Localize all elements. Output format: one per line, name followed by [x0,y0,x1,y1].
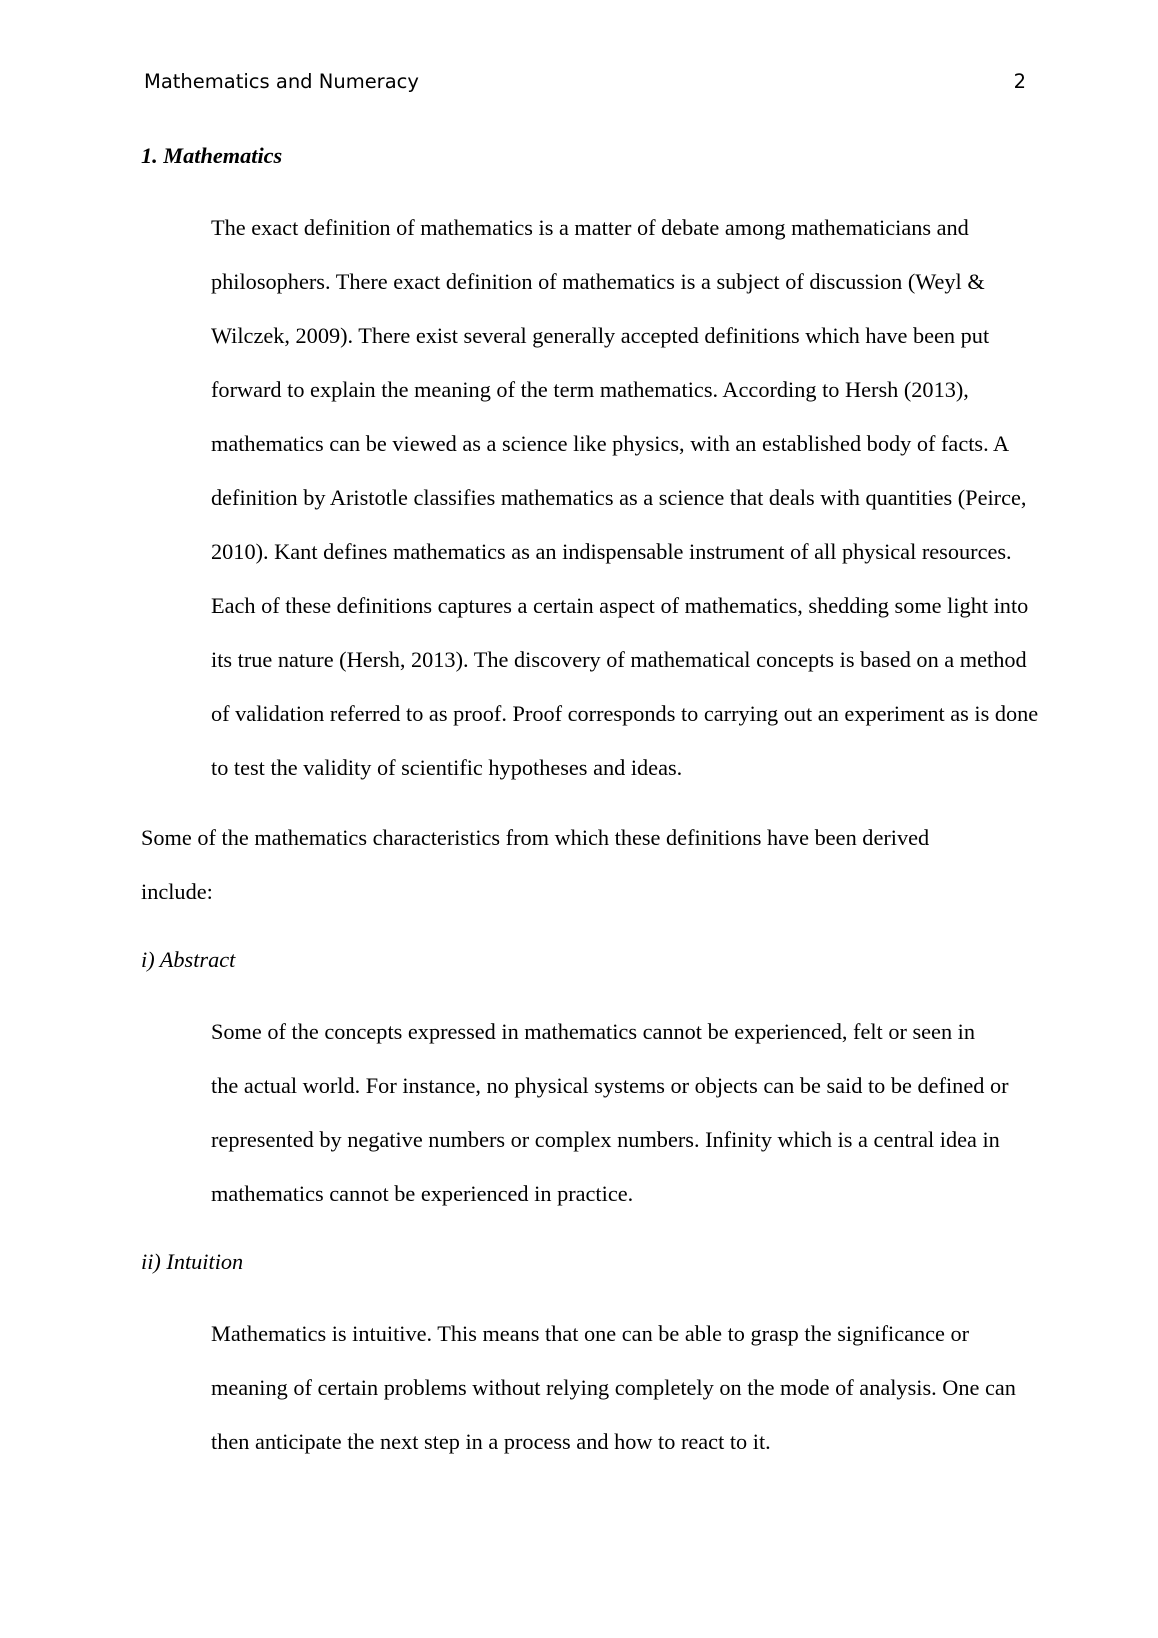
paragraph-line: definition by Aristotle classifies mathematics as a science that deals with quantities (Peirce, [211,485,1027,510]
paragraph-line: its true nature (Hersh, 2013). The discovery of mathematical concepts is based on a method [211,647,1027,672]
page-number: 2 [1013,70,1026,93]
characteristics-intro-paragraph [141,811,1023,919]
paragraph-line: Some of the mathematics characteristics from which these definitions have been derived [141,825,930,850]
paragraph-line: include: [141,879,213,904]
paragraph-line: then anticipate the next step in a process and how to react to it. [211,1429,771,1454]
paragraph-line: philosophers. There exact definition of mathematics is a subject of discussion (Weyl & [211,269,985,294]
paragraph-line: 2010). Kant defines mathematics as an indispensable instrument of all physical resources. [211,539,1012,564]
subsection-heading-intuition: ii) Intuition [141,1249,244,1274]
paragraph-line: Mathematics is intuitive. This means that one can be able to grasp the significance or [211,1321,970,1346]
intro-paragraph [141,201,1039,795]
paragraph-line: mathematics cannot be experienced in practice. [211,1181,634,1206]
paragraph-line: represented by negative numbers or complex numbers. Infinity which is a central idea in [211,1127,1000,1152]
paragraph-line: mathematics can be viewed as a science like physics, with an established body of facts. A [211,431,1010,456]
paragraph-line: Some of the concepts expressed in mathematics cannot be experienced, felt or seen in [211,1019,976,1044]
paragraph-line: to test the validity of scientific hypotheses and ideas. [211,755,683,780]
paragraph-line: meaning of certain problems without relying completely on the mode of analysis. One can [211,1375,1016,1400]
abstract-paragraph [141,1005,1023,1221]
paragraph-line: the actual world. For instance, no physical systems or objects can be said to be defined or [211,1073,1009,1098]
document-body [141,131,1039,1485]
running-head [144,68,1026,96]
intuition-paragraph [141,1307,1023,1469]
paragraph-line: Wilczek, 2009). There exist several generally accepted definitions which have been put [211,323,990,348]
paragraph-line: of validation referred to as proof. Proof corresponds to carrying out an experiment as is done [211,701,1039,726]
section-heading: 1. Mathematics [141,143,283,168]
paragraph-line: The exact definition of mathematics is a matter of debate among mathematicians and [211,215,969,240]
paragraph-line: forward to explain the meaning of the term mathematics. According to Hersh (2013), [211,377,969,402]
paragraph-line: Each of these definitions captures a certain aspect of mathematics, shedding some light into [211,593,1029,618]
subsection-heading-abstract: i) Abstract [141,947,236,972]
running-head-title: Mathematics and Numeracy [144,70,419,93]
